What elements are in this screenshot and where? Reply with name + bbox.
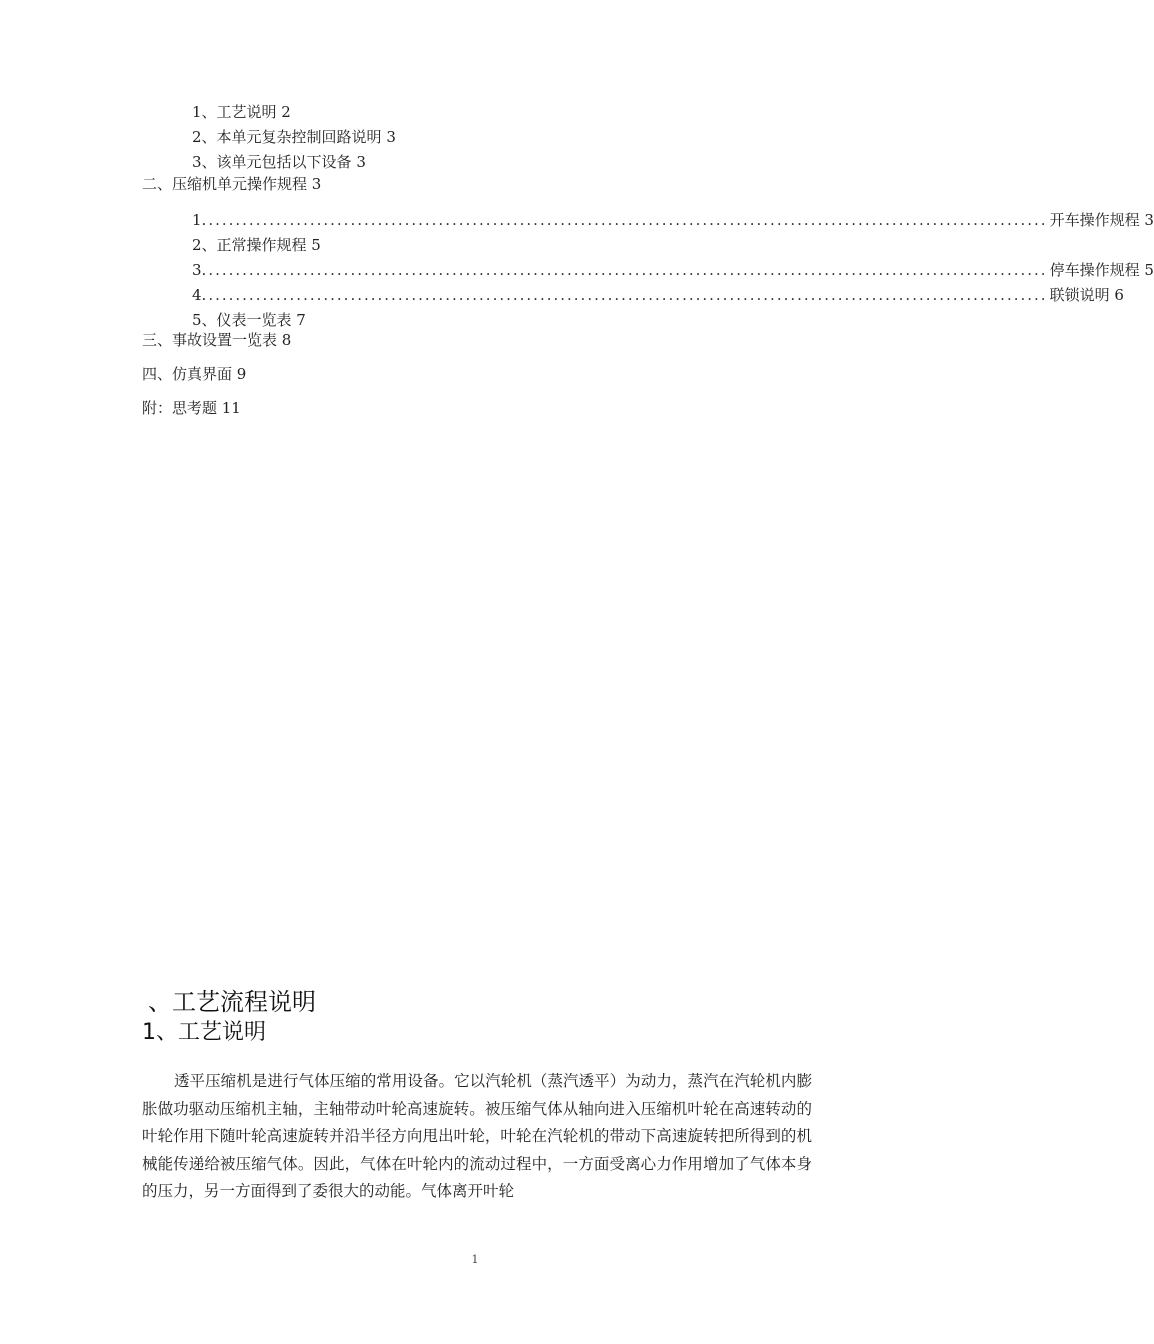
toc-entry[interactable]: 5、仪表一览表 7 bbox=[192, 311, 306, 329]
toc-leader-dots: ............................................................................................................................ bbox=[208, 286, 1048, 304]
toc-leader-dots: ............................................................................................................................ bbox=[208, 261, 1048, 279]
toc-entry[interactable]: 1、工艺说明 2 bbox=[192, 103, 291, 121]
toc-entry[interactable]: 二、压缩机单元操作规程 3 bbox=[142, 175, 322, 193]
body-paragraph: 透平压缩机是进行气体压缩的常用设备。它以汽轮机（蒸汽透平）为动力，蒸汽在汽轮机内膨胀做功驱动压缩机主轴，主轴带动叶轮高速旋转。被压缩气体从轴向进入压缩机叶轮在高速转动的叶轮作用下随叶轮高速旋转并沿半径方向甩出叶轮，叶轮在汽轮机的带动下高速旋转把所得到的机械能传递给被压缩气体。因此，气体在叶轮内的流动过程中，一方面受离心力作用增加了气体本身的压力，另一方面得到了委很大的动能。气体离开叶轮 bbox=[142, 1072, 812, 1201]
toc-entry-title: 联锁说明 6 bbox=[1049, 286, 1124, 304]
toc-entry-title: 开车操作规程 3 bbox=[1049, 211, 1154, 229]
toc-entry-number: 1. bbox=[192, 211, 207, 229]
toc-entry[interactable]: 2、本单元复杂控制回路说明 3 bbox=[192, 128, 396, 146]
toc-entry[interactable]: 3、该单元包括以下设备 3 bbox=[192, 153, 366, 171]
toc-leader-dots: ............................................................................................................................ bbox=[208, 211, 1048, 229]
toc-entry-dotted[interactable] bbox=[192, 260, 1154, 280]
toc-entry-number: 4. bbox=[192, 286, 207, 304]
toc-entry-dotted[interactable] bbox=[192, 210, 1154, 230]
toc-entry-number: 3. bbox=[192, 261, 207, 279]
toc-entry[interactable]: 三、事故设置一览表 8 bbox=[142, 331, 292, 349]
toc-entry[interactable]: 四、仿真界面 9 bbox=[142, 365, 247, 383]
toc-entry[interactable]: 附：思考题 11 bbox=[142, 399, 241, 417]
toc-entry[interactable]: 2、正常操作规程 5 bbox=[192, 236, 321, 254]
page-number: 1 bbox=[471, 1253, 479, 1266]
section-heading: 、工艺流程说明 bbox=[148, 988, 316, 1016]
section-subheading: 1、工艺说明 bbox=[142, 1020, 266, 1045]
toc-entry-title: 停车操作规程 5 bbox=[1049, 261, 1154, 279]
toc-entry-dotted[interactable] bbox=[192, 285, 1124, 305]
